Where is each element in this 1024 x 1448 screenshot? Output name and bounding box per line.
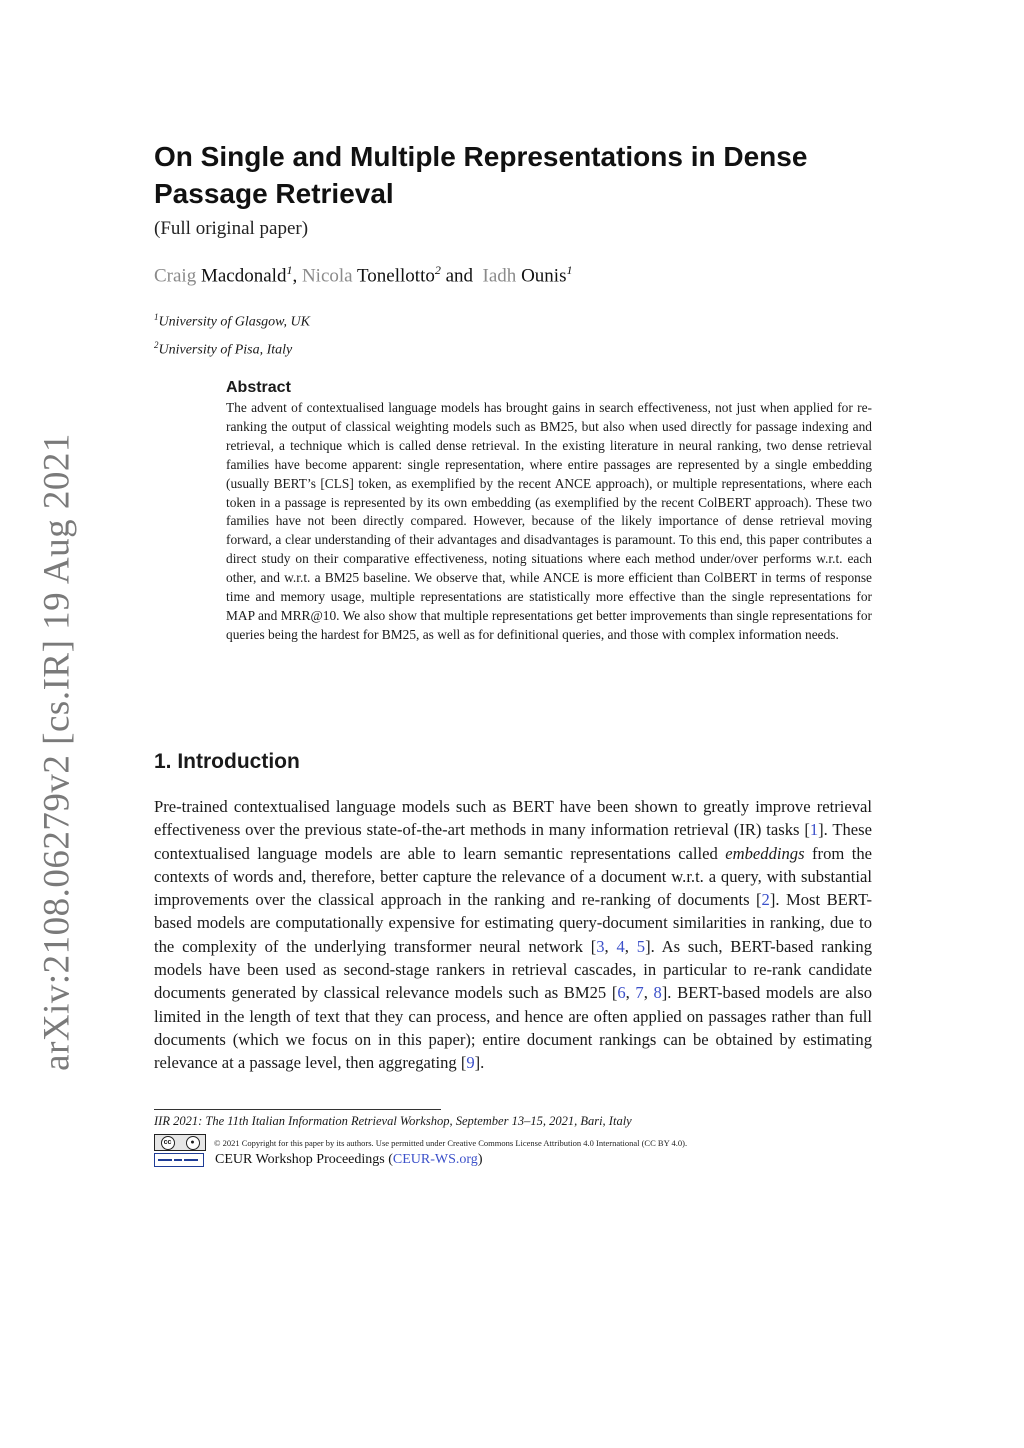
citation-link[interactable]: 7 [635, 983, 644, 1003]
ceur-row [154, 1152, 482, 1168]
title-block [154, 138, 874, 240]
paper-title: On Single and Multiple Representations in Dense Passage Retrieval [154, 141, 808, 209]
introduction-heading: 1. Introduction [154, 750, 300, 773]
text-run: ]. These contextualised language models are able to learn semantic representations called [154, 820, 872, 863]
author-list [154, 263, 572, 287]
affiliation-mark: 1 [154, 312, 159, 322]
text-run: from the contexts of words and, therefore, better capture the relevance of a document w.r.t. a query, with substantial improvements over the classical approach in the ranking and re-ranking of documents [ [154, 843, 873, 910]
text-run: Pre-trained contextualised language models such as BERT have been shown to greatly improve retrieval effectiveness over the previous state-of-the-art methods in many information retrieval (IR) tasks [ [154, 797, 872, 840]
arxiv-identifier: arXiv:2108.06279v2 [cs.IR] 19 Aug 2021 [36, 433, 78, 1071]
text-run: ]. Most BERT-based models are computationally expensive for estimating query-document similarities in ranking, due to the complexity of the underlying transformer neural network [ [154, 890, 872, 956]
ceur-close: ) [477, 1152, 483, 1167]
author-affiliation-mark: 2 [434, 263, 441, 277]
author-affiliation-mark: 1 [286, 263, 293, 277]
text-run: ]. [474, 1053, 485, 1073]
footnote-venue: IIR 2021: The 11th Italian Information Retrieval Workshop, September 13–15, 2021, Bari, Italy [154, 1114, 632, 1128]
license-row [154, 1134, 687, 1151]
author-separator: , [292, 265, 302, 287]
affiliations [154, 306, 310, 361]
abstract-heading: Abstract [226, 379, 291, 396]
affiliation-line [154, 334, 310, 362]
text-run: ]. BERT-based models are also limited in the length of text that they can process, and hence are often applied on passages rather than full documents (which we focus on in this paper); entire document rankings can be obtained by estimating relevance at a passage level, then aggregating [ [154, 983, 873, 1073]
author-family-name: Tonellotto [357, 265, 435, 287]
citation-link[interactable]: 4 [616, 936, 625, 956]
author-affiliation-mark: 1 [566, 263, 573, 277]
author-given-name: Nicola [301, 265, 353, 287]
footnote-divider [154, 1109, 441, 1110]
ceur-logo-icon [154, 1153, 204, 1167]
emphasis-term: embeddings [725, 843, 805, 863]
citation-link[interactable]: 6 [617, 983, 626, 1003]
affiliation-name: University of Pisa, Italy [158, 342, 293, 358]
abstract-text: The advent of contextualised language models has brought gains in search effectiveness, not just when applied for re-ranking the output of classical weighting models such as BM25, but also when used directly for passage indexing and retrieval, a technique which is called dense retrieval. In the existing literature in neural ranking, two dense retrieval families have become apparent: single representation, where entire passages are represented by a single embedding (usually BERT’s [CLS] token, as exemplified by the recent ANCE approach), or multiple representations, where each token in a passage is represented by its own embedding (as exemplified by the recent ColBERT approach). These two families have not been directly compared. However, because of the likely importance of dense retrieval moving forward, a clear understanding of their advantages and disadvantages is paramount. To this end, this paper contributes a direct study on their comparative effectiveness, noting situations where each method under/over performs w.r.t. each other, and w.r.t. a BM25 baseline. We observe that, while ANCE is more efficient than ColBERT in terms of response time and memory usage, multiple representations are statistically more effective than the single representations for MAP and MRR@10. We also show that multiple representations get better improvements than single representations for queries being the hardest for BM25, as well as for definitional queries, and those with complex information needs. [226, 400, 872, 642]
ceur-link[interactable]: CEUR-WS.org [392, 1152, 478, 1167]
affiliation-name: University of Glasgow, UK [158, 314, 310, 330]
copyright-notice: © 2021 Copyright for this paper by its authors. Use permitted under Creative Commons License Attribution 4.0 International (CC BY 4.0). [214, 1137, 688, 1148]
cc-person-icon: ● [186, 1136, 200, 1150]
affiliation-line [154, 306, 310, 334]
citation-link[interactable]: 2 [761, 890, 770, 910]
author-given-name: Iadh [482, 265, 517, 287]
citation-link[interactable]: 9 [466, 1053, 475, 1073]
text-run: ]. As such, BERT-based ranking models have been used as second-stage rankers in retrieval cascades, in particular to re-rank candidate documents generated by classical relevance models such as BM25 [ [154, 936, 872, 1003]
author-family-name: Ounis [521, 265, 567, 287]
author-family-name: Macdonald [200, 265, 287, 287]
cc-circle-icon: cc [161, 1136, 175, 1150]
ceur-label: CEUR Workshop Proceedings ( [215, 1152, 393, 1167]
introduction-paragraph: Pre-trained contextualised language models such as BERT have been shown to greatly improve retrieval effectiveness over the previous state-of-the-art methods in many information retrieval (IR) tasks [1]. These contextualised language models are able to learn semantic representations called embeddings from the contexts of words and, therefore, better capture the relevance of a document w.r.t. a query, with substantial improvements over the classical approach in the ranking and re-ranking of documents [2]. Most BERT-based models are computationally expensive for estimating query-document similarities in ranking, due to the complexity of the underlying transformer neural network [3, 4, 5]. As such, BERT-based ranking models have been used as second-stage rankers in retrieval cascades, in particular to re-rank candidate documents generated by classical relevance models such as BM25 [6, 7, 8]. BERT-based models are also limited in the length of text that they can process, and hence are often applied on passages rather than full documents (which we focus on in this paper); entire document rankings can be obtained by estimating relevance at a passage level, then aggregating [9]. [154, 797, 873, 1073]
citation-link[interactable]: 5 [636, 936, 646, 956]
citation-link[interactable]: 3 [596, 936, 605, 956]
author-separator: and [440, 265, 478, 287]
author-given-name: Craig [154, 265, 197, 287]
citation-link[interactable]: 8 [653, 983, 662, 1003]
citation-link[interactable]: 1 [809, 820, 819, 840]
abstract [226, 379, 872, 645]
paper-subtitle: (Full original paper) [154, 218, 309, 239]
cc-by-license-icon [154, 1134, 206, 1151]
ceur-proceedings [215, 1152, 482, 1168]
affiliation-mark: 2 [154, 339, 159, 350]
